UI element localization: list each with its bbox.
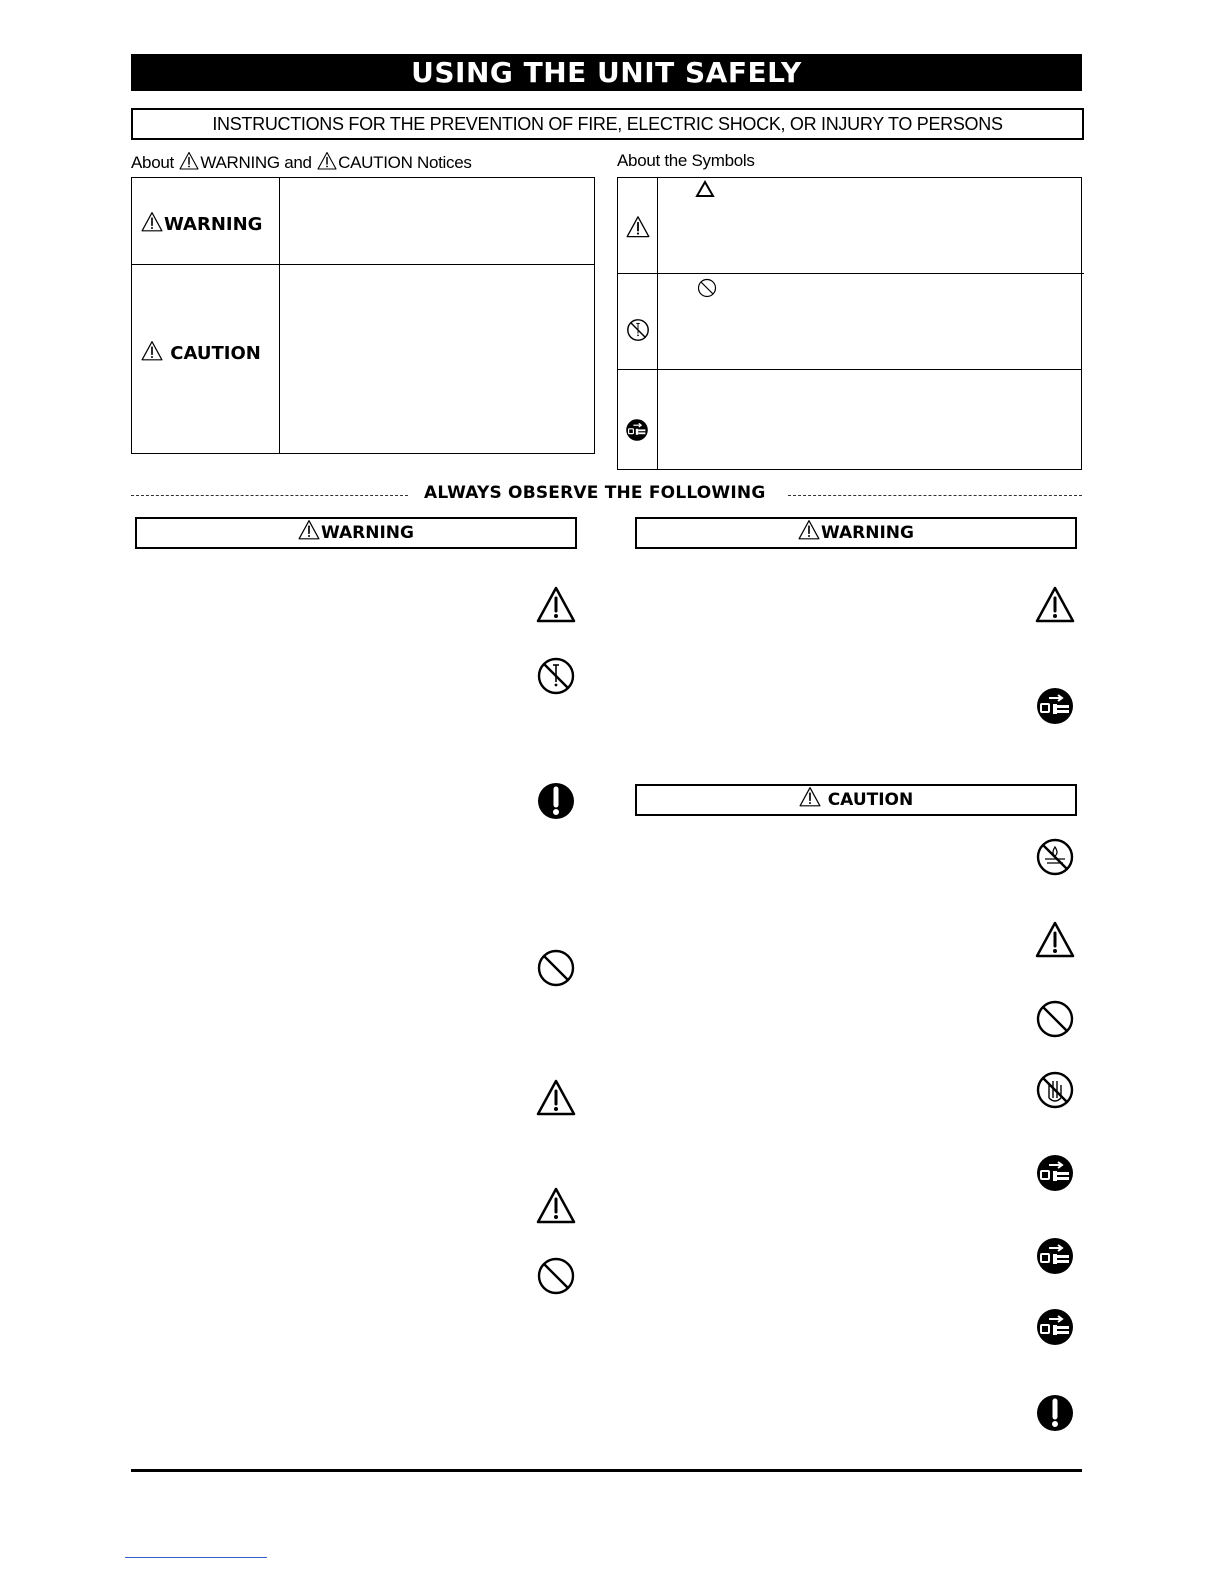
unplug-icon [1035,1307,1075,1347]
notice-warning-text: WARNING [164,214,263,235]
left-warning-header-text: WARNING [321,523,414,543]
caution-triangle-icon [799,786,821,808]
warning-triangle-icon [298,519,320,541]
caution-triangle-icon [536,1186,576,1226]
caution-triangle-icon [1035,585,1075,625]
symbols-table-row-divider-2 [617,369,1082,370]
always-observe-heading: ALWAYS OBSERVE THE FOLLOWING [424,483,766,503]
unplug-icon [625,418,649,442]
symbols-table [617,177,1082,470]
notice-caution-text: CAUTION [170,343,261,364]
small-triangle-icon [695,180,715,198]
about-warning-word: WARNING [200,153,280,172]
do-not-touch-icon [1035,1070,1075,1110]
mandatory-icon [1035,1393,1075,1433]
symbols-table-divider [657,177,658,470]
mandatory-icon [536,781,576,821]
unplug-icon [1035,686,1075,726]
warning-triangle-icon [798,519,820,541]
about-suffix: Notices [417,153,472,172]
caution-triangle-icon [317,151,337,171]
prohibition-circle-icon [536,1256,576,1296]
caution-triangle-icon [536,1078,576,1118]
symbols-table-row-divider-1 [617,273,1084,274]
about-prefix: About [131,153,174,172]
about-notices-label [131,151,472,173]
left-warning-header [135,517,577,549]
caution-triangle-icon [536,585,576,625]
warning-triangle-icon [179,151,199,171]
notices-table-divider [279,177,280,454]
do-not-disassemble-icon [536,656,576,696]
right-caution-header-text: CAUTION [827,790,914,810]
notice-caution-label [141,340,261,364]
notice-warning-label [141,211,262,235]
right-caution-header [635,784,1077,816]
bottom-rule [131,1469,1082,1472]
about-symbols-label: About the Symbols [617,151,755,170]
unplug-icon [1035,1153,1075,1193]
do-not-wet-icon [1035,837,1075,877]
caution-triangle-icon [141,340,163,362]
caution-triangle-icon [626,215,650,239]
instructions-subtitle: INSTRUCTIONS FOR THE PREVENTION OF FIRE, ELECTRIC SHOCK, OR INJURY TO PERSONS [131,108,1084,140]
right-warning-header [635,517,1077,549]
dashed-rule-right [788,495,1082,496]
about-caution-word: CAUTION [338,153,413,172]
warning-triangle-icon [141,211,163,233]
page-title: USING THE UNIT SAFELY [131,54,1082,91]
unplug-icon [1035,1236,1075,1276]
right-warning-header-text: WARNING [821,523,914,543]
prohibition-circle-icon [536,948,576,988]
prohibition-circle-icon [697,278,717,298]
do-not-disassemble-icon [626,318,650,342]
prohibition-circle-icon [1035,999,1075,1039]
about-and-word: and [284,153,312,172]
notices-table-row-divider [131,264,595,265]
dashed-rule-left [131,495,408,496]
caution-triangle-icon [1035,920,1075,960]
link-underline [125,1557,267,1558]
